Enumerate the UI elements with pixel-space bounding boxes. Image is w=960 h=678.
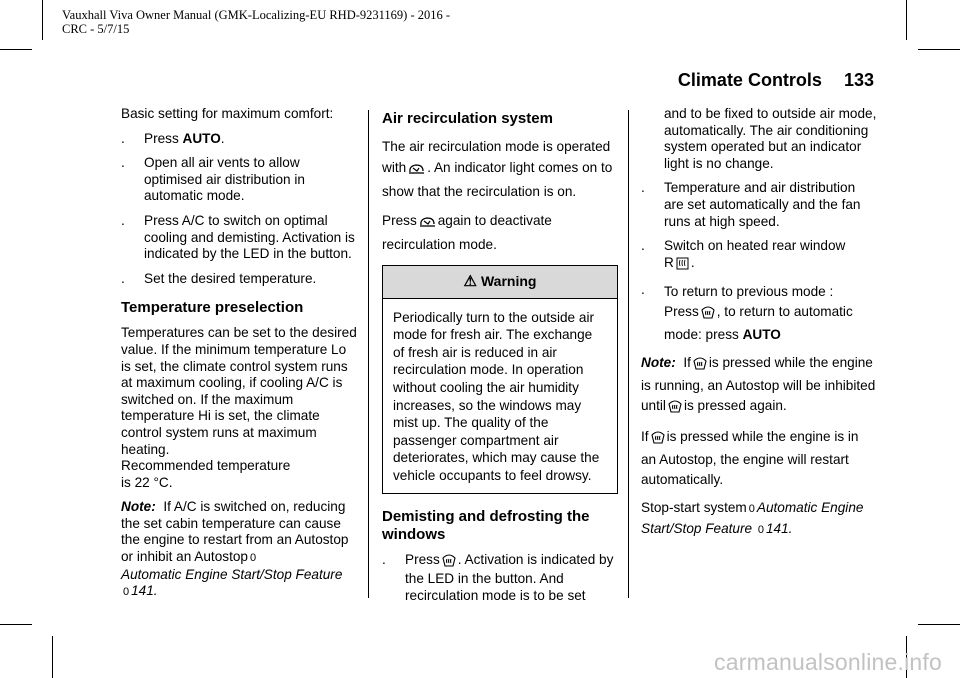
bullet: . bbox=[121, 130, 125, 146]
defrost-icon bbox=[442, 553, 456, 572]
paragraph bbox=[382, 210, 618, 255]
list-item bbox=[121, 271, 357, 288]
note bbox=[641, 353, 877, 419]
cross-reference-icon: 0 bbox=[757, 524, 764, 537]
crop-mark bbox=[42, 0, 43, 40]
paragraph bbox=[641, 427, 877, 490]
text: If bbox=[641, 429, 649, 445]
list-item bbox=[121, 131, 357, 148]
heading-temperature-preselection: Temperature preselection bbox=[121, 299, 304, 317]
bullet: . bbox=[121, 155, 125, 171]
text: To return to previous mode : bbox=[664, 284, 834, 300]
bullet-text: Temperature and air distribution are set automatically and the fan runs at high speed. bbox=[664, 180, 861, 229]
bullet-text: Open all air vents to allow optimised air distribution in automatic mode. bbox=[144, 155, 305, 204]
running-header bbox=[62, 8, 450, 36]
cross-reference-icon: 0 bbox=[748, 503, 755, 516]
ss-link[interactable]: Automatic Engine Start/Stop Feature bbox=[641, 500, 864, 537]
bullet-text: Set the desired temperature. bbox=[144, 270, 317, 286]
bullet-text bbox=[664, 282, 877, 345]
cross-reference bbox=[641, 498, 877, 540]
text: is pressed again. bbox=[683, 398, 787, 414]
cross-reference-icon: 0 bbox=[123, 586, 130, 599]
text: Press bbox=[664, 304, 699, 320]
text: . bbox=[690, 254, 695, 270]
defrost-icon bbox=[651, 430, 665, 450]
page-number: 133 bbox=[843, 70, 874, 90]
recommended-line-2: is 22 °C. bbox=[121, 474, 173, 490]
bullet-text: Press A/C to switch on optimal cooling and demisting. Activation is indicated by the LED in the button. bbox=[144, 212, 355, 262]
text: , to return to automatic mode: press bbox=[664, 304, 853, 343]
recommended-line-1: Recommended temperature bbox=[121, 458, 291, 474]
section-title bbox=[678, 70, 874, 91]
bullet: . bbox=[382, 551, 386, 567]
warning-box bbox=[382, 265, 618, 494]
recirculation-icon bbox=[408, 160, 425, 181]
defrost-icon bbox=[668, 399, 682, 419]
note-label: Note: bbox=[641, 355, 676, 371]
crop-mark bbox=[906, 0, 907, 40]
note-link[interactable]: Automatic Engine Start/Stop Feature bbox=[121, 566, 343, 582]
bullet: . bbox=[641, 282, 645, 298]
auto-label: AUTO bbox=[182, 130, 221, 146]
text: is pressed while the engine is running, an Autostop will be inhibited until bbox=[641, 355, 876, 414]
cross-reference-icon: 0 bbox=[249, 552, 257, 565]
column-1 bbox=[121, 106, 357, 609]
text: Press bbox=[405, 551, 440, 567]
list-item bbox=[641, 238, 877, 274]
text: Switch on heated rear window bbox=[664, 238, 846, 254]
text: Press bbox=[382, 213, 417, 228]
bullet-text bbox=[405, 552, 618, 605]
crop-mark bbox=[918, 624, 960, 625]
text: The air recirculation mode is operated with bbox=[382, 139, 611, 175]
recirculation-icon bbox=[419, 213, 436, 234]
defrost-icon bbox=[693, 356, 707, 376]
column-divider bbox=[368, 110, 369, 598]
warning-header bbox=[383, 266, 617, 299]
text: R bbox=[664, 254, 674, 270]
text: . bbox=[220, 130, 225, 146]
bullet-text bbox=[664, 238, 877, 274]
bullet-text bbox=[144, 131, 357, 148]
defrost-icon bbox=[701, 305, 715, 325]
text: Stop-start system bbox=[641, 500, 747, 516]
heading-air-recirculation: Air recirculation system bbox=[382, 110, 553, 127]
ss-page[interactable]: 141. bbox=[765, 521, 793, 537]
text: If bbox=[683, 355, 691, 371]
crop-mark bbox=[52, 636, 53, 678]
paragraph: Temperatures can be set to the desired value. If the minimum temperature Lo is set, the climate control system runs at maximum cooling, if cooling A/C is switched on. If the maximum temperature Hi is set, the climate control system runs at maximum heating. bbox=[121, 325, 357, 457]
warning-title: Warning bbox=[480, 273, 537, 289]
header-line-2: CRC - 5/7/15 bbox=[62, 22, 130, 36]
list-item bbox=[121, 213, 357, 263]
note-text: If A/C is switched on, reducing the set cabin temperature can cause the engine to restart from an Autostop or inhibit an Autostop bbox=[121, 499, 349, 565]
list-item bbox=[641, 180, 877, 230]
column-2 bbox=[382, 106, 618, 612]
bullet: . bbox=[121, 212, 125, 228]
section-name: Climate Controls bbox=[677, 70, 822, 90]
warning-icon: ⚠ bbox=[463, 273, 477, 290]
rear-window-heat-icon bbox=[676, 257, 689, 275]
text: Press bbox=[144, 130, 183, 146]
note-label: Note: bbox=[121, 499, 156, 515]
list-item bbox=[382, 552, 618, 605]
column-3 bbox=[641, 106, 877, 548]
intro-text: Basic setting for maximum comfort: bbox=[121, 106, 334, 121]
bullet: . bbox=[121, 270, 125, 286]
crop-mark bbox=[0, 49, 32, 50]
list-item bbox=[641, 282, 877, 345]
header-line-1: Vauxhall Viva Owner Manual (GMK-Localizing-EU RHD-9231169) - 2016 - bbox=[62, 8, 451, 22]
note-page[interactable]: 141. bbox=[131, 583, 158, 599]
bullet: . bbox=[641, 238, 645, 254]
paragraph bbox=[382, 136, 618, 202]
crop-mark bbox=[918, 49, 960, 50]
paragraph: and to be fixed to outside air mode, automatically. The air conditioning system operated but an indicator light is no change. bbox=[664, 106, 877, 171]
heading-demisting: Demisting and defrosting the windows bbox=[382, 507, 590, 543]
text: again to deactivate recirculation mode. bbox=[382, 213, 552, 252]
column-divider bbox=[628, 110, 629, 598]
auto-label: AUTO bbox=[742, 327, 781, 343]
text: . An indicator light comes on to show that the recirculation is on. bbox=[382, 160, 613, 199]
warning-text: Periodically turn to the outside air mode for fresh air. The exchange of fresh air is reduced in air recirculation mode. In operation without cooling the air humidity increases, so the windows may mist up. The quality of the passenger compartment air deteriorates, which may cause the vehicle occupants to feel drowsy. bbox=[393, 309, 600, 483]
crop-mark bbox=[0, 624, 32, 625]
watermark: carmanualsonline.info bbox=[714, 649, 942, 675]
note bbox=[121, 499, 357, 601]
text: . Activation is indicated by the LED in the button. And recirculation mode is to be set bbox=[405, 551, 614, 603]
list-item bbox=[121, 155, 357, 205]
bullet: . bbox=[641, 180, 645, 196]
text: is pressed while the engine is in an Autostop, the engine will restart automatically. bbox=[641, 429, 859, 488]
